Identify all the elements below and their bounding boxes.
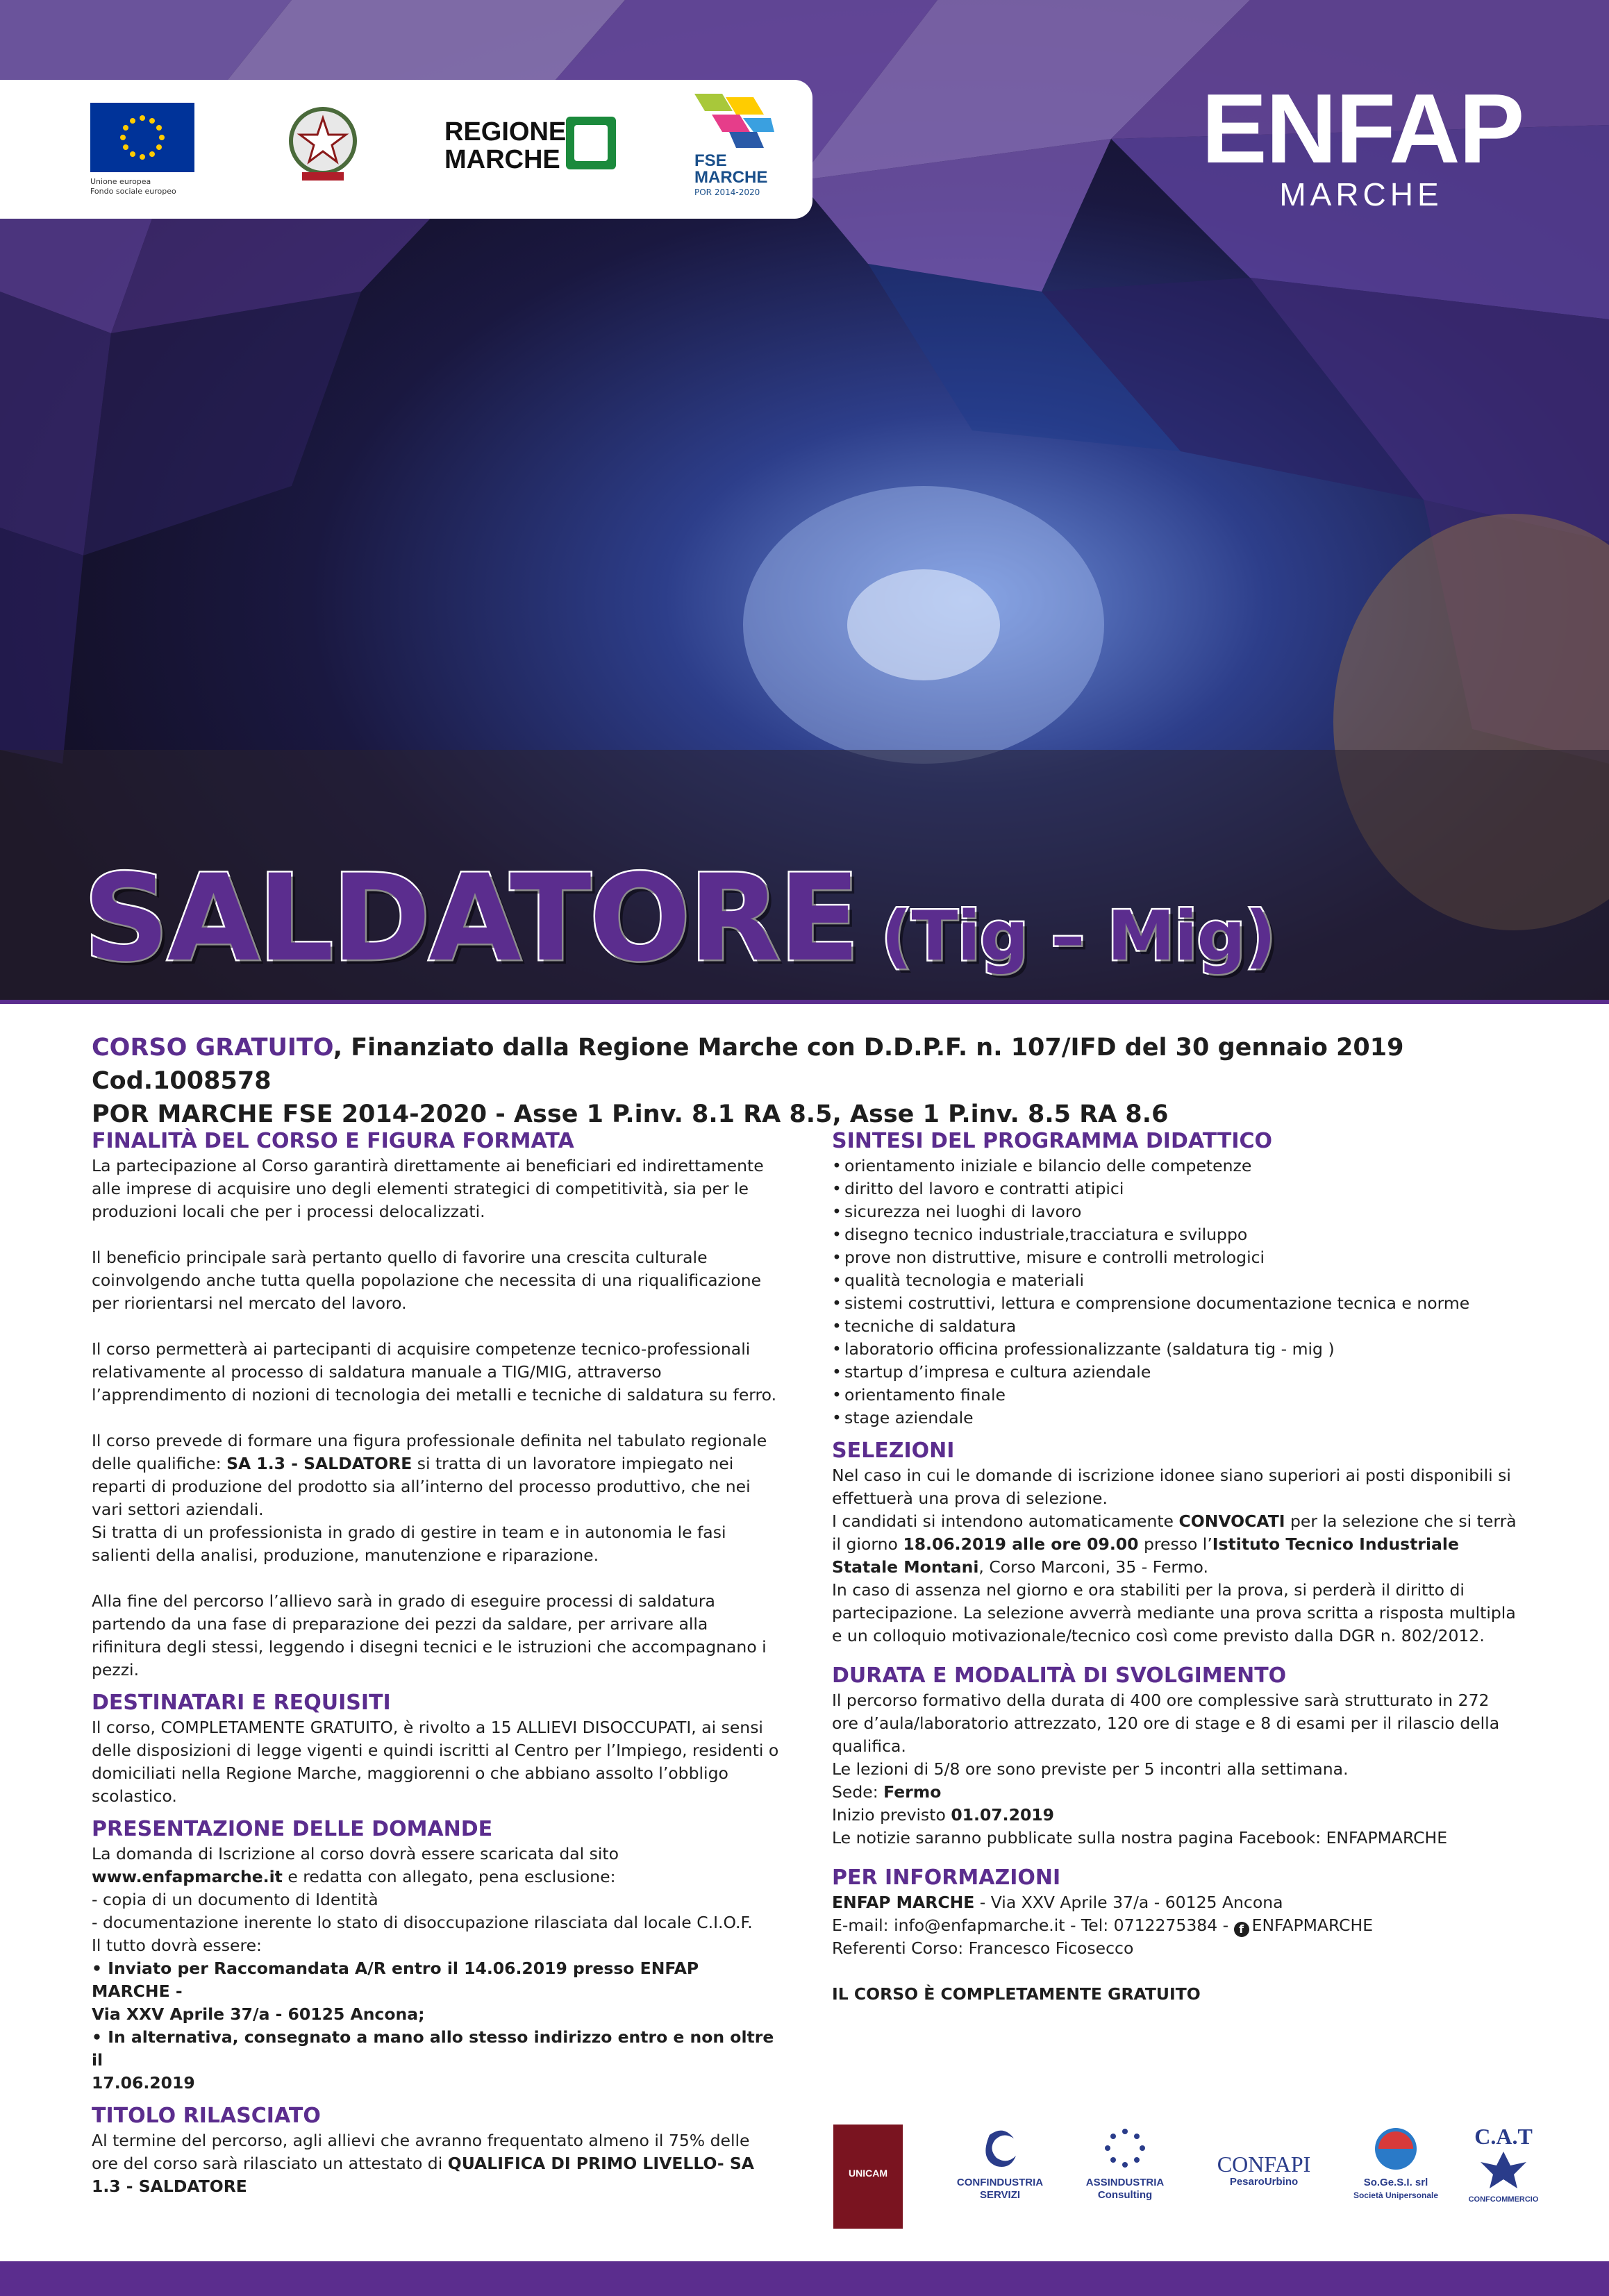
- list-item: • sistemi costruttivi, lettura e comprensione documentazione tecnica e norme: [844, 1292, 1519, 1315]
- italian-emblem-icon: [285, 103, 361, 186]
- destinatari-text: Il corso, COMPLETAMENTE GRATUITO, è rivolto a 15 ALLIEVI DISOCCUPATI, ai sensi delle disposizioni di legge vigenti e quindi iscritti al Centro per l’Impiego, residenti o domiciliati nella Regione Marche, maggiorenni o che abbiano assolto l’obbligo scolastico.: [92, 1718, 779, 1806]
- durata-inizio: Inizio previsto 01.07.2019: [832, 1805, 1054, 1825]
- assindustria-logo: ASSINDUSTRIA Consulting: [1066, 2125, 1184, 2202]
- finalita-p4: Il corso prevede di formare una figura professionale definita nel tabulato regionale delle qualifiche: SA 1.3 - SALDATORE si tratta di un lavoratore impiegato nei reparti di produzione del prodotto sia all’interno del processo produttivo, che nei vari settori aziendali.: [92, 1431, 767, 1519]
- info-gratuito: IL CORSO È COMPLETAMENTE GRATUITO: [832, 1984, 1201, 2004]
- fse-logo-icon: [694, 94, 774, 149]
- title-sub: (Tig – Mig): [858, 897, 1276, 976]
- list-item: • laboratorio officina professionalizzante (saldatura tig - mig ): [844, 1338, 1519, 1361]
- footer-bar: [0, 2261, 1609, 2296]
- website-link[interactable]: www.enfapmarche.it: [92, 1867, 283, 1886]
- durata-p2: Le lezioni di 5/8 ore sono previste per 5 incontri alla settimana.: [832, 1759, 1349, 1779]
- confapi-logo: CONFAPI PesaroUrbino: [1217, 2152, 1311, 2188]
- section-title-destinatari: DESTINATARI E REQUISITI: [92, 1691, 391, 1715]
- durata-p1: Il percorso formativo della durata di 400 ore complessive sarà strutturato in 272 ore d’aula/laboratorio attrezzato, 120 ore di stage e 8 di esami per il rilascio della qualifica.: [832, 1691, 1500, 1756]
- enfap-logo: [1201, 74, 1524, 213]
- titolo-text: Al termine del percorso, agli allievi che avranno frequentato almeno il 75% delle ore del corso sarà rilasciato un attestato di QUALIFICA DI PRIMO LIVELLO- SA 1.3 - SALDATORE: [92, 2131, 754, 2196]
- sponsor-logos: [826, 2125, 1549, 2243]
- sogesi-icon: [1372, 2125, 1420, 2173]
- intro-line2: POR MARCHE FSE 2014-2020 - Asse 1 P.inv. 8.1 RA 8.5, Asse 1 P.inv. 8.5 RA 8.6: [92, 1100, 1169, 1128]
- assindustria-icon: [1101, 2125, 1149, 2173]
- page-title: [83, 848, 1275, 988]
- section-title-presentazione: PRESENTAZIONE DELLE DOMANDE: [92, 1817, 493, 1841]
- finalita-p1: La partecipazione al Corso garantirà direttamente ai beneficiari ed indirettamente alle imprese di acquisire uno degli elementi strategici di competitività, sia per le produzioni locali che per i processi delocalizzati.: [92, 1156, 764, 1221]
- info-referenti: Referenti Corso: Francesco Ficosecco: [832, 1938, 1134, 1958]
- finalita-p5: Si tratta di un professionista in grado di gestire in team e in autonomia le fasi salienti della analisi, produzione, manutenzione e riparazione.: [92, 1523, 726, 1565]
- section-title-info: PER INFORMAZIONI: [832, 1866, 1061, 1890]
- list-item: • prove non distruttive, misure e controlli metrologici: [844, 1246, 1519, 1269]
- eu-caption: Unione europea Fondo sociale europeo: [90, 177, 176, 196]
- finalita-p3: Il corso permetterà ai partecipanti di acquisire competenze tecnico-professionali relativamente al processo di saldatura manuale a TIG/MIG, attraverso l’apprendimento di nozioni di tecnologia dei metalli e tecniche di saldatura su ferro.: [92, 1339, 777, 1405]
- selezioni-p2: I candidati si intendono automaticamente CONVOCATI per la selezione che si terrà il giorno 18.06.2019 alle ore 09.00 presso l’Istituto Tecnico Industriale Statale Montani, Corso Marconi, 35 - Fermo.: [832, 1511, 1517, 1577]
- list-item: • stage aziendale: [844, 1407, 1519, 1430]
- section-title-sintesi: SINTESI DEL PROGRAMMA DIDATTICO: [832, 1129, 1273, 1153]
- presentazione-l3: - copia di un documento di Identità: [92, 1890, 378, 1909]
- list-item: • startup d’impresa e cultura aziendale: [844, 1361, 1519, 1384]
- section-title-durata: DURATA E MODALITÀ DI SVOLGIMENTO: [832, 1664, 1287, 1688]
- brand-sub: MARCHE: [1279, 176, 1443, 212]
- divider: [0, 1000, 1609, 1004]
- fse-period: POR 2014-2020: [694, 187, 760, 197]
- fse-label: FSE MARCHE: [694, 151, 768, 187]
- confindustria-icon: [976, 2125, 1024, 2173]
- confindustria-logo: CONFINDUSTRIA SERVIZI: [944, 2125, 1056, 2202]
- regione-marche-icon: [566, 117, 616, 169]
- list-item: • orientamento finale: [844, 1384, 1519, 1407]
- unicam-logo: UNICAM: [833, 2125, 903, 2229]
- presentazione-l4: - documentazione inerente lo stato di disoccupazione rilasciata dal locale C.I.O.F.: [92, 1913, 753, 1932]
- brand-name: ENFAP: [1201, 74, 1524, 184]
- section-title-selezioni: SELEZIONI: [832, 1439, 955, 1463]
- list-item: • sicurezza nei luoghi di lavoro: [844, 1200, 1519, 1223]
- eu-flag-icon: [90, 103, 194, 172]
- presentazione-l2: www.enfapmarche.it e redatta con allegato, pena esclusione:: [92, 1867, 616, 1886]
- hero-image: [0, 0, 1609, 1000]
- selezioni-p1: Nel caso in cui le domande di iscrizione idonee siano superiori ai posti disponibili si effettuerà una prova di selezione.: [832, 1466, 1511, 1508]
- durata-p3: Le notizie saranno pubblicate sulla nostra pagina Facebook: ENFAPMARCHE: [832, 1828, 1448, 1847]
- intro-heading: [92, 1031, 1536, 1131]
- cat-logo: C.A.T CONFCOMMERCIO: [1468, 2124, 1539, 2204]
- presentazione-l5: Il tutto dovrà essere:: [92, 1936, 262, 1955]
- info-contacts: E-mail: info@enfapmarche.it - Tel: 0712275384 - f ENFAPMARCHE: [832, 1916, 1374, 1936]
- list-item: • disegno tecnico industriale,tracciatura e sviluppo: [844, 1223, 1519, 1246]
- list-item: • tecniche di saldatura: [844, 1315, 1519, 1338]
- regione-marche-logo: REGIONE MARCHE: [444, 117, 567, 174]
- facebook-icon: f: [1234, 1922, 1249, 1937]
- title-main: SALDATORE: [83, 848, 858, 988]
- left-column: [92, 1128, 779, 2198]
- list-item: • diritto del lavoro e contratti atipici: [844, 1178, 1519, 1200]
- durata-sede: Sede: Fermo: [832, 1782, 942, 1802]
- intro-line1: , Finanziato dalla Regione Marche con D.D.P.F. n. 107/IFD del 30 gennaio 2019 Cod.1008578: [92, 1034, 1404, 1095]
- programma-list: [832, 1155, 1519, 1430]
- list-item: • qualità tecnologia e materiali: [844, 1269, 1519, 1292]
- intro-accent: CORSO GRATUITO: [92, 1034, 333, 1062]
- sogesi-logo: So.Ge.S.I. srl Società Unipersonale: [1344, 2125, 1448, 2202]
- list-item: • orientamento iniziale e bilancio delle competenze: [844, 1155, 1519, 1178]
- selezioni-p3: In caso di assenza nel giorno e ora stabiliti per la prova, si perderà il diritto di partecipazione. La selezione avverrà mediante una prova scritta a risposta multipla e un colloquio motivazionale/tecnico così come previsto dalla DGR n. 802/2012.: [832, 1580, 1516, 1645]
- presentazione-l1: La domanda di Iscrizione al corso dovrà essere scaricata dal sito: [92, 1844, 619, 1863]
- finalita-p6: Alla fine del percorso l’allievo sarà in grado di eseguire processi di saldatura partendo da una fase di preparazione dei pezzi da saldare, per arrivare alla rifinitura degli stessi, leggendo i disegni tecnici e le istruzioni che accompagnano i pezzi.: [92, 1591, 767, 1679]
- presentazione-b2: • In alternativa, consegnato a mano allo stesso indirizzo entro e non oltre il 17.06.2019: [92, 2027, 774, 2093]
- eagle-icon: [1479, 2148, 1528, 2190]
- info-address: ENFAP MARCHE - Via XXV Aprile 37/a - 60125 Ancona: [832, 1893, 1283, 1912]
- section-title-titolo: TITOLO RILASCIATO: [92, 2104, 321, 2128]
- finalita-p2: Il beneficio principale sarà pertanto quello di favorire una crescita culturale coinvolgendo anche tutta quella popolazione che necessita di una riqualificazione per riorientarsi nel mercato del lavoro.: [92, 1248, 762, 1313]
- right-column: [832, 1128, 1519, 2006]
- presentazione-b1: • Inviato per Raccomandata A/R entro il 14.06.2019 presso ENFAP MARCHE - Via XXV Aprile 37/a - 60125 Ancona;: [92, 1959, 699, 2024]
- section-title-finalita: FINALITÀ DEL CORSO E FIGURA FORMATA: [92, 1129, 574, 1153]
